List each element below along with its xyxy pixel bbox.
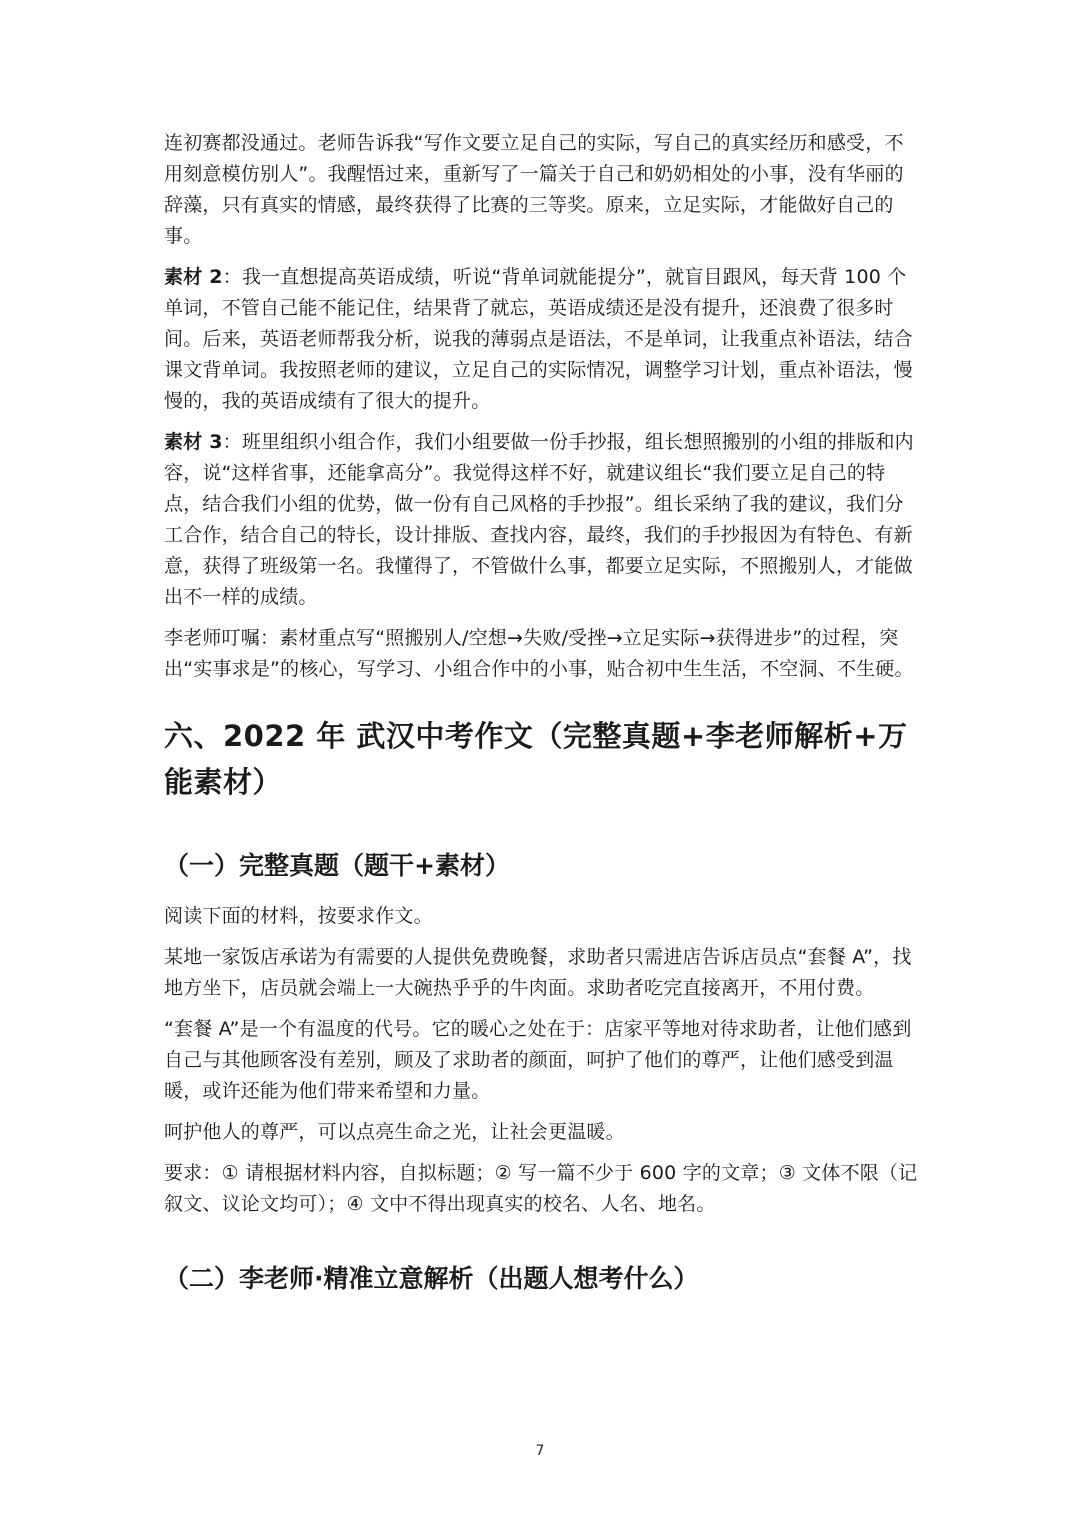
subsection-title-question: （一）完整真题（题干+素材） xyxy=(164,851,510,880)
page-number: 7 xyxy=(535,1443,545,1459)
paragraph-text: 连初赛都没通过。老师告诉我“写作文要立足自己的实际，写自己的真实经历和感受，不用刻意模仿别人”。我醒悟过来，重新写了一篇关于自己和奶奶相处的小事，没有华丽的辞藻，只有真实的情感，最终获得了比赛的三等奖。原来，立足实际，才能做好自己的事。 xyxy=(164,132,904,247)
teacher-reminder-paragraph xyxy=(164,623,920,685)
teacher-reminder-text: 李老师叮嘱：素材重点写“照搬别人/空想→失败/受挫→立足实际→获得进步”的过程，突出“实事求是”的核心，写学习、小组合作中的小事，贴合初中生生活，不空洞、不生硬。 xyxy=(164,627,914,680)
question-material-explanation: “套餐 A”是一个有温度的代号。它的暖心之处在于：店家平等地对待求助者，让他们感到自己与其他顾客没有差别，顾及了求助者的颜面，呵护了他们的尊严，让他们感受到温暖，或许还能为他们带来希望和力量。 xyxy=(164,1018,912,1102)
material-2-label: 素材 2 xyxy=(164,266,223,288)
question-requirements: 要求：① 请根据材料内容，自拟标题；② 写一篇不少于 600 字的文章；③ 文体不限（记叙文、议论文均可）；④ 文中不得出现真实的校名、人名、地名。 xyxy=(164,1162,918,1215)
paragraph-continuation xyxy=(164,128,920,252)
question-theme: 呵护他人的尊严，可以点亮生命之光，让社会更温暖。 xyxy=(164,1121,625,1143)
material-2-text: ：我一直想提高英语成绩，听说“背单词就能提分”，就盲目跟风，每天背 100 个单词，不管自己能不能记住，结果背了就忘，英语成绩还是没有提升，还浪费了很多时间。后来，英语老师帮我分析，说我的薄弱点是语法，不是单词，让我重点补语法，结合课文背单词。我按照老师的建议，立足自己的实际情况，调整学习计划，重点补语法，慢慢的，我的英语成绩有了很大的提升。 xyxy=(164,266,913,412)
material-2-paragraph xyxy=(164,262,920,417)
question-instruction: 阅读下面的材料，按要求作文。 xyxy=(164,905,433,927)
material-3-text: ：班里组织小组合作，我们小组要做一份手抄报，组长想照搬别的小组的排版和内容，说“这样省事，还能拿高分”。我觉得这样不好，就建议组长“我们要立足自己的特点，结合我们小组的优势，做一份有自己风格的手抄报”。组长采纳了我的建议，我们分工合作，结合自己的特长，设计排版、查找内容，最终，我们的手抄报因为有特色、有新意，获得了班级第一名。我懂得了，不管做什么事，都要立足实际，不照搬别人，才能做出不一样的成绩。 xyxy=(164,431,914,608)
page-content xyxy=(164,128,920,1314)
material-3-paragraph xyxy=(164,427,920,613)
section-title: 六、2022 年 武汉中考作文（完整真题+李老师解析+万能素材） xyxy=(164,719,908,799)
question-material: 某地一家饭店承诺为有需要的人提供免费晚餐，求助者只需进店告诉店员点“套餐 A”，找地方坐下，店员就会端上一大碗热乎乎的牛肉面。求助者吃完直接离开，不用付费。 xyxy=(164,946,912,999)
subsection-title-analysis: （二）李老师·精准立意解析（出题人想考什么） xyxy=(164,1264,699,1293)
material-3-label: 素材 3 xyxy=(164,431,223,453)
